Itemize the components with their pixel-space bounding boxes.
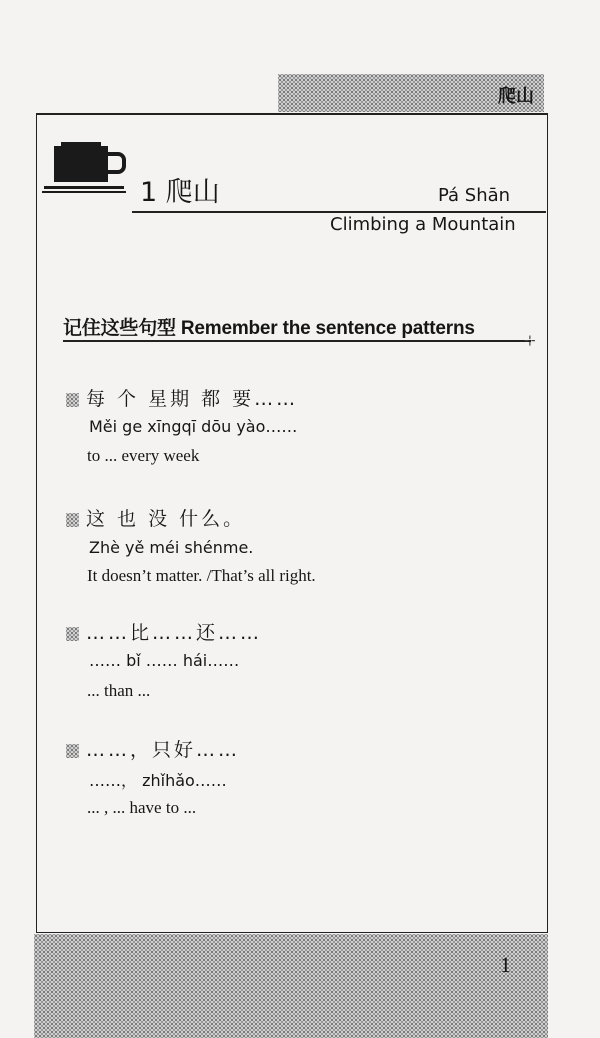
page-number: 1 [500, 952, 511, 977]
pattern-english: It doesn’t matter. /That’s all right. [87, 566, 316, 585]
pattern-pinyin: Zhè yě méi shénme. [89, 538, 254, 557]
pattern-english: ... than ... [87, 681, 151, 700]
teacup-icon [42, 140, 126, 196]
pattern-chinese: ……比……还…… [86, 622, 263, 644]
pattern-chinese: 每 个 星期 都 要…… [86, 388, 299, 410]
running-head: 爬山 [498, 86, 534, 107]
pattern-pinyin: …… bǐ …… hái…… [89, 651, 240, 670]
bullet-square-icon [66, 744, 79, 758]
section-rule-cap: ⊹ [524, 333, 536, 349]
lesson-title-english: Climbing a Mountain [330, 214, 516, 235]
lesson-title-pinyin: Pá Shān [438, 185, 511, 206]
bullet-square-icon [66, 393, 79, 407]
pattern-english: to ... every week [87, 446, 200, 465]
lesson-title: 1 爬山 [140, 177, 220, 208]
footer-band [34, 934, 548, 1038]
pattern-pinyin: ……， zhǐhǎo…… [89, 771, 227, 790]
pattern-chinese: 这 也 没 什么。 [86, 508, 246, 530]
section-heading: 记住这些句型 Remember the sentence patterns [63, 318, 475, 339]
section-rule [63, 340, 531, 342]
title-rule [132, 211, 546, 213]
pattern-pinyin: Měi ge xīngqī dōu yào…… [89, 417, 298, 436]
bullet-square-icon [66, 513, 79, 527]
pattern-english: ... , ... have to ... [87, 798, 197, 817]
bullet-square-icon [66, 627, 79, 641]
pattern-chinese: ……，只好…… [86, 739, 241, 761]
